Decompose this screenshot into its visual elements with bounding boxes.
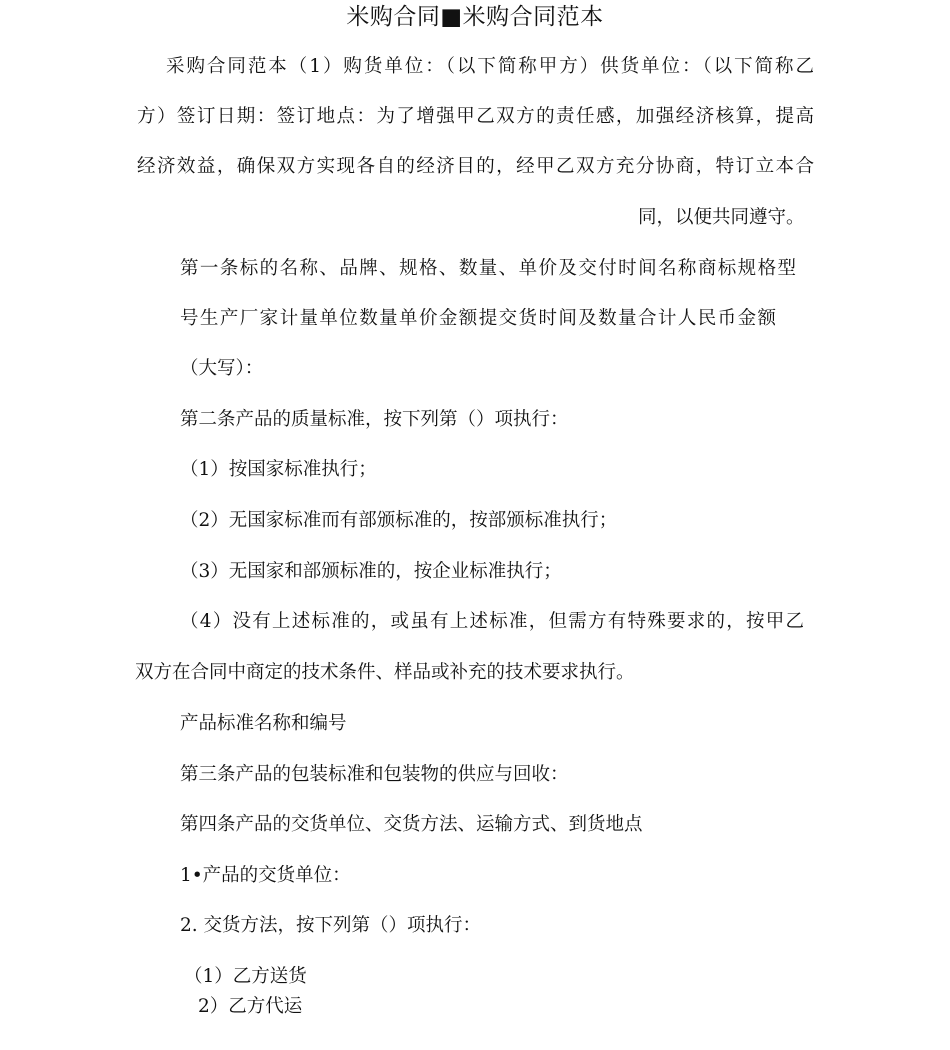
- paragraph-line: 采购合同范本（1）购货单位：（以下简称甲方）供货单位：（以下简称乙: [166, 56, 814, 77]
- paragraph-line: 第一条标的名称、品牌、规格、数量、单价及交付时间名称商标规格型: [180, 258, 796, 279]
- list-item: （2）无国家标准而有部颁标准的，按部颁标准执行；: [180, 510, 618, 531]
- section-heading: 第二条产品的质量标准，按下列第（）项执行：: [180, 409, 569, 430]
- paragraph-line: 号生产厂家计量单位数量单价金额提交货时间及数量合计人民币金额: [180, 308, 776, 329]
- paragraph-line: 产品标准名称和编号: [180, 713, 347, 734]
- list-item: 2. 交货方法，按下列第（）项执行：: [180, 915, 482, 936]
- document-title: 米购合同■米购合同范本: [346, 4, 604, 30]
- paragraph-line: 同，以便共同遵守。: [638, 207, 805, 228]
- list-item: （1）按国家标准执行；: [180, 459, 377, 480]
- list-item: （1）乙方送货: [184, 966, 307, 987]
- list-item: （3）无国家和部颁标准的，按企业标准执行；: [180, 561, 562, 582]
- list-item: （4）没有上述标准的，或虽有上述标准，但需方有特殊要求的，按甲乙: [180, 611, 804, 632]
- paragraph-line: 方）签订日期：签订地点：为了增强甲乙双方的责任感，加强经济核算，提高: [137, 106, 814, 127]
- section-heading: 第四条产品的交货单位、交货方法、运输方式、到货地点: [180, 814, 643, 835]
- paragraph-line: 双方在合同中商定的技术条件、样品或补充的技术要求执行。: [135, 662, 635, 683]
- section-heading: 第三条产品的包装标准和包装物的供应与回收：: [180, 764, 569, 785]
- list-item: 1•产品的交货单位：: [180, 865, 351, 886]
- paragraph-line: （大写）：: [180, 358, 264, 379]
- list-item: 2）乙方代运: [198, 996, 303, 1017]
- paragraph-line: 经济效益，确保双方实现各自的经济目的，经甲乙双方充分协商，特订立本合: [137, 156, 814, 177]
